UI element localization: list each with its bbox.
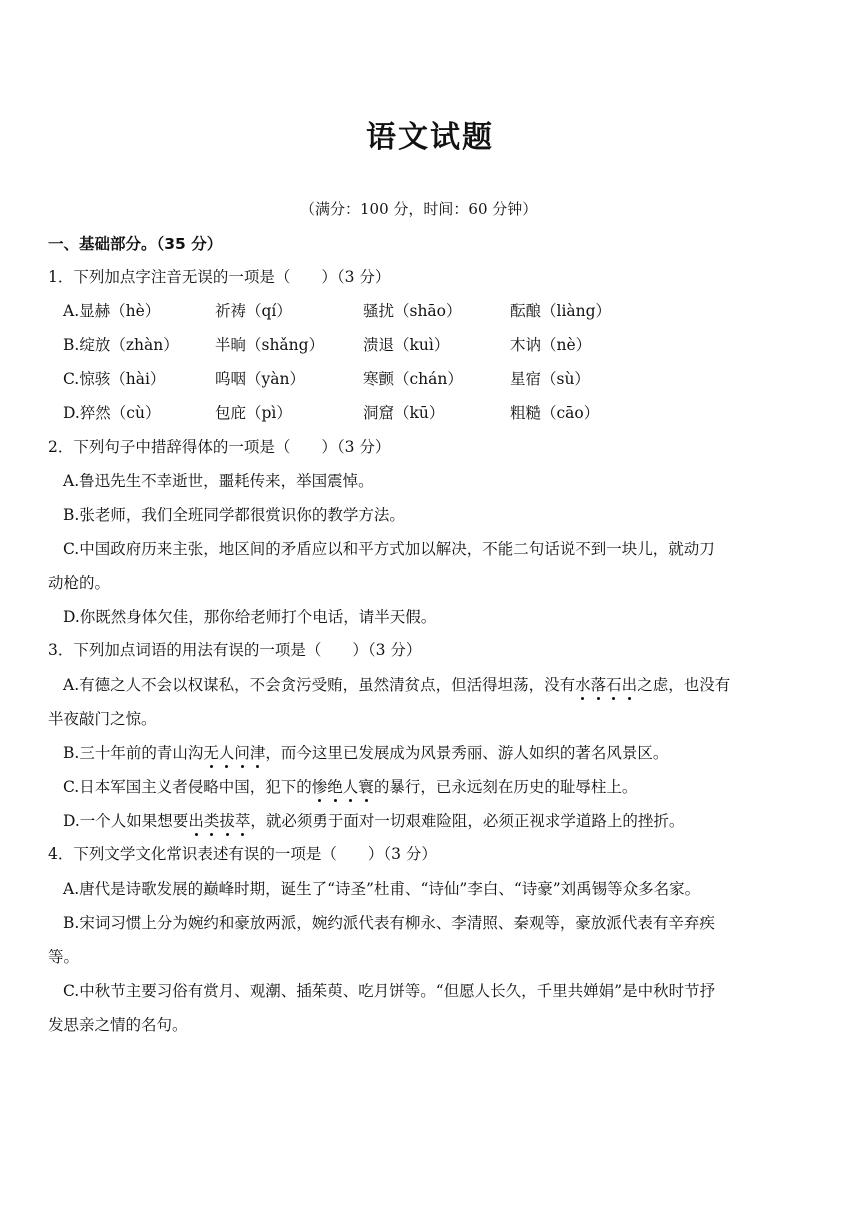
page-title: 语文试题: [366, 120, 494, 155]
question-3-option-b: [63, 741, 668, 763]
question-4-option-c-cont: 发思亲之情的名句。: [48, 1016, 188, 1034]
option-text: C.日本军国主义者侵略中国，犯下的: [63, 778, 312, 796]
dotted-term: 水落石出: [575, 676, 638, 694]
question-2-option-a: A.鲁迅先生不幸逝世，噩耗传来，举国震悼。: [63, 472, 374, 490]
question-3-option-a-cont: 半夜敲门之惊。: [48, 710, 157, 728]
question-2-option-d: D.你既然身体欠佳，那你给老师打个电话，请半天假。: [63, 608, 437, 626]
question-1-option-cell: 粗糙（cāo）: [510, 404, 600, 422]
question-1-option-cell: D.猝然（cù）: [63, 404, 161, 422]
question-4-option-c: C.中秋节主要习俗有赏月、观潮、插茱萸、吃月饼等。“但愿人长久，千里共婵娟”是中秋时节抒: [63, 982, 716, 1000]
question-1-option-cell: 祈祷（qí）: [215, 302, 292, 320]
question-3-option-a: [63, 673, 730, 695]
option-text: D.一个人如果想要: [63, 812, 189, 830]
section-heading: 一、基础部分。（35 分）: [48, 235, 223, 253]
dotted-term: 无人问津: [203, 744, 266, 762]
question-1-option-cell: 骚扰（shāo）: [363, 302, 462, 320]
question-1-option-cell: 溃退（kuì）: [363, 336, 450, 354]
dotted-term: 惨绝人寰: [311, 778, 374, 796]
question-4-option-b-cont: 等。: [48, 948, 80, 966]
option-text: ，而今这里已发展成为风景秀丽、游人如织的著名风景区。: [265, 744, 669, 762]
question-1-option-cell: 星宿（sù）: [510, 370, 590, 388]
option-text: ，就必须勇于面对一切艰难险阻，必须正视求学道路上的挫折。: [250, 812, 685, 830]
question-1-option-cell: 半晌（shǎng）: [215, 336, 325, 354]
question-2-option-c: C.中国政府历来主张，地区间的矛盾应以和平方式加以解决，不能二句话说不到一块儿，就动刀: [63, 540, 715, 558]
exam-info: （满分：100 分，时间：60 分钟）: [300, 200, 538, 218]
question-4-stem: 4．下列文学文化常识表述有误的一项是（ ）（3 分）: [48, 845, 437, 863]
question-2-option-c-cont: 动枪的。: [48, 574, 111, 592]
question-1-option-cell: 呜咽（yàn）: [215, 370, 305, 388]
question-1-option-cell: 包庇（pì）: [215, 404, 292, 422]
question-1-option-cell: 酝酿（liàng）: [510, 302, 612, 320]
question-1-option-cell: C.惊骇（hài）: [63, 370, 166, 388]
question-1-option-cell: 寒颤（chán）: [363, 370, 463, 388]
question-2-stem: 2．下列句子中措辞得体的一项是（ ）（3 分）: [48, 438, 391, 456]
question-1-stem: 1．下列加点字注音无误的一项是（ ）（3 分）: [48, 268, 391, 286]
question-1-option-cell: A.显赫（hè）: [63, 302, 161, 320]
question-1-option-cell: 木讷（nè）: [510, 336, 592, 354]
question-2-option-b: B.张老师，我们全班同学都很赏识你的教学方法。: [63, 506, 405, 524]
question-3-option-c: [63, 775, 637, 797]
option-text: 的暴行，已永远刻在历史的耻辱柱上。: [373, 778, 638, 796]
question-4-option-b: B.宋词习惯上分为婉约和豪放两派，婉约派代表有柳永、李清照、秦观等，豪放派代表有辛弃疾: [63, 914, 715, 932]
option-text: 之虑，也没有: [637, 676, 731, 694]
question-1-option-cell: 洞窟（kū）: [363, 404, 445, 422]
option-text: A.有德之人不会以权谋私，不会贪污受贿，虽然清贫点，但活得坦荡，没有: [63, 676, 576, 694]
option-text: B.三十年前的青山沟: [63, 744, 204, 762]
dotted-term: 出类拔萃: [188, 812, 251, 830]
question-3-stem: 3．下列加点词语的用法有误的一项是（ ）（3 分）: [48, 641, 422, 659]
question-4-option-a: A.唐代是诗歌发展的巅峰时期，诞生了“诗圣”杜甫、“诗仙”李白、“诗豪”刘禹锡等众多名家。: [63, 880, 701, 898]
question-3-option-d: [63, 809, 684, 831]
question-1-option-cell: B.绽放（zhàn）: [63, 336, 179, 354]
